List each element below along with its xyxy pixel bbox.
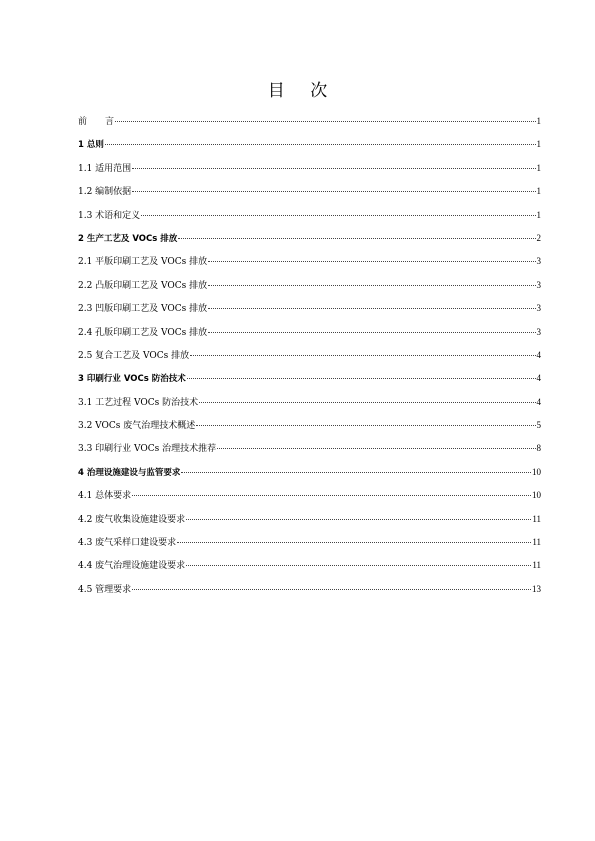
toc-entry-label: 4.1 总体要求	[78, 491, 132, 502]
toc-entry-label: 1.3 术语和定义	[78, 210, 141, 221]
toc-entry-page: 10	[532, 490, 541, 501]
dot-leader	[208, 285, 535, 286]
dot-leader	[141, 215, 535, 216]
dot-leader	[208, 261, 535, 262]
table-of-contents	[78, 115, 541, 606]
dot-leader	[105, 144, 536, 145]
dot-leader	[186, 519, 531, 520]
toc-entry[interactable]	[78, 489, 541, 512]
dot-leader	[178, 238, 535, 239]
toc-entry-label: 1.2 编制依据	[78, 187, 132, 198]
toc-entry-label: 1 总则	[78, 140, 104, 151]
toc-entry-page: 4	[536, 373, 541, 384]
toc-entry[interactable]	[78, 513, 541, 536]
toc-entry-page: 1	[536, 186, 541, 197]
toc-entry-label: 3.1 工艺过程 VOCs 防治技术	[78, 397, 199, 408]
dot-leader	[132, 495, 531, 496]
toc-entry-page: 11	[532, 537, 541, 548]
toc-entry-label: 2.4 孔版印刷工艺及 VOCs 排放	[78, 327, 208, 338]
toc-entry[interactable]	[78, 419, 541, 442]
toc-entry-label: 4.4 废气治理设施建设要求	[78, 561, 186, 572]
toc-entry-label: 3.2 VOCs 废气治理技术概述	[78, 421, 196, 432]
toc-entry-page: 3	[536, 326, 541, 337]
dot-leader	[217, 448, 535, 449]
toc-entry-label: 4.5 管理要求	[78, 584, 132, 595]
dot-leader	[132, 168, 535, 169]
dot-leader	[132, 191, 535, 192]
toc-entry-label: 4.2 废气收集设施建设要求	[78, 514, 186, 525]
toc-entry-page: 3	[536, 279, 541, 290]
toc-entry-label: 1.1 适用范围	[78, 163, 132, 174]
toc-entry-label: 2 生产工艺及 VOCs 排放	[78, 233, 178, 244]
toc-entry-label: 前 言	[78, 117, 115, 127]
toc-entry[interactable]	[78, 559, 541, 582]
toc-entry[interactable]	[78, 279, 541, 302]
toc-entry-page: 11	[532, 513, 541, 524]
toc-entry-page: 5	[536, 420, 541, 431]
dot-leader	[208, 332, 535, 333]
dot-leader	[190, 355, 535, 356]
toc-entry-label: 2.3 凹版印刷工艺及 VOCs 排放	[78, 304, 208, 315]
toc-entry[interactable]	[78, 372, 541, 395]
toc-entry[interactable]	[78, 232, 541, 255]
toc-entry-label: 4.3 废气采样口建设要求	[78, 538, 177, 549]
toc-entry[interactable]	[78, 396, 541, 419]
toc-entry-page: 11	[532, 560, 541, 571]
toc-entry[interactable]	[78, 302, 541, 325]
toc-entry-page: 13	[532, 583, 541, 594]
dot-leader	[132, 589, 531, 590]
dot-leader	[208, 308, 535, 309]
toc-entry-label: 2.2 凸版印刷工艺及 VOCs 排放	[78, 280, 208, 291]
toc-entry-page: 1	[536, 116, 541, 126]
toc-entry[interactable]	[78, 349, 541, 372]
dot-leader	[196, 425, 535, 426]
toc-entry-label: 2.1 平版印刷工艺及 VOCs 排放	[78, 257, 208, 268]
toc-entry[interactable]	[78, 536, 541, 559]
toc-entry[interactable]	[78, 466, 541, 489]
toc-entry[interactable]	[78, 209, 541, 232]
toc-entry[interactable]	[78, 583, 541, 606]
toc-entry[interactable]	[78, 255, 541, 278]
toc-entry-page: 3	[536, 303, 541, 314]
toc-entry-label: 4 治理设施建设与监管要求	[78, 467, 181, 478]
toc-entry-label: 3 印刷行业 VOCs 防治技术	[78, 374, 186, 385]
toc-entry-page: 3	[536, 256, 541, 267]
page-title: 目 次	[267, 81, 338, 101]
dot-leader	[177, 542, 531, 543]
toc-entry[interactable]	[78, 115, 541, 138]
toc-entry[interactable]	[78, 185, 541, 208]
toc-entry[interactable]	[78, 162, 541, 185]
dot-leader	[186, 565, 531, 566]
toc-entry-label: 3.3 印刷行业 VOCs 治理技术推荐	[78, 444, 217, 455]
toc-entry-page: 2	[536, 232, 541, 243]
toc-entry-page: 4	[536, 349, 541, 360]
toc-entry[interactable]	[78, 442, 541, 465]
dot-leader	[181, 472, 531, 473]
dot-leader	[115, 121, 535, 122]
toc-entry-page: 1	[536, 209, 541, 220]
dot-leader	[187, 378, 536, 379]
toc-entry[interactable]	[78, 138, 541, 161]
toc-entry[interactable]	[78, 326, 541, 349]
toc-entry-page: 10	[532, 466, 541, 477]
toc-entry-page: 8	[536, 443, 541, 454]
toc-entry-page: 4	[536, 396, 541, 407]
toc-entry-label: 2.5 复合工艺及 VOCs 排放	[78, 350, 190, 361]
toc-entry-page: 1	[536, 139, 541, 150]
toc-entry-page: 1	[536, 162, 541, 173]
dot-leader	[199, 402, 535, 403]
